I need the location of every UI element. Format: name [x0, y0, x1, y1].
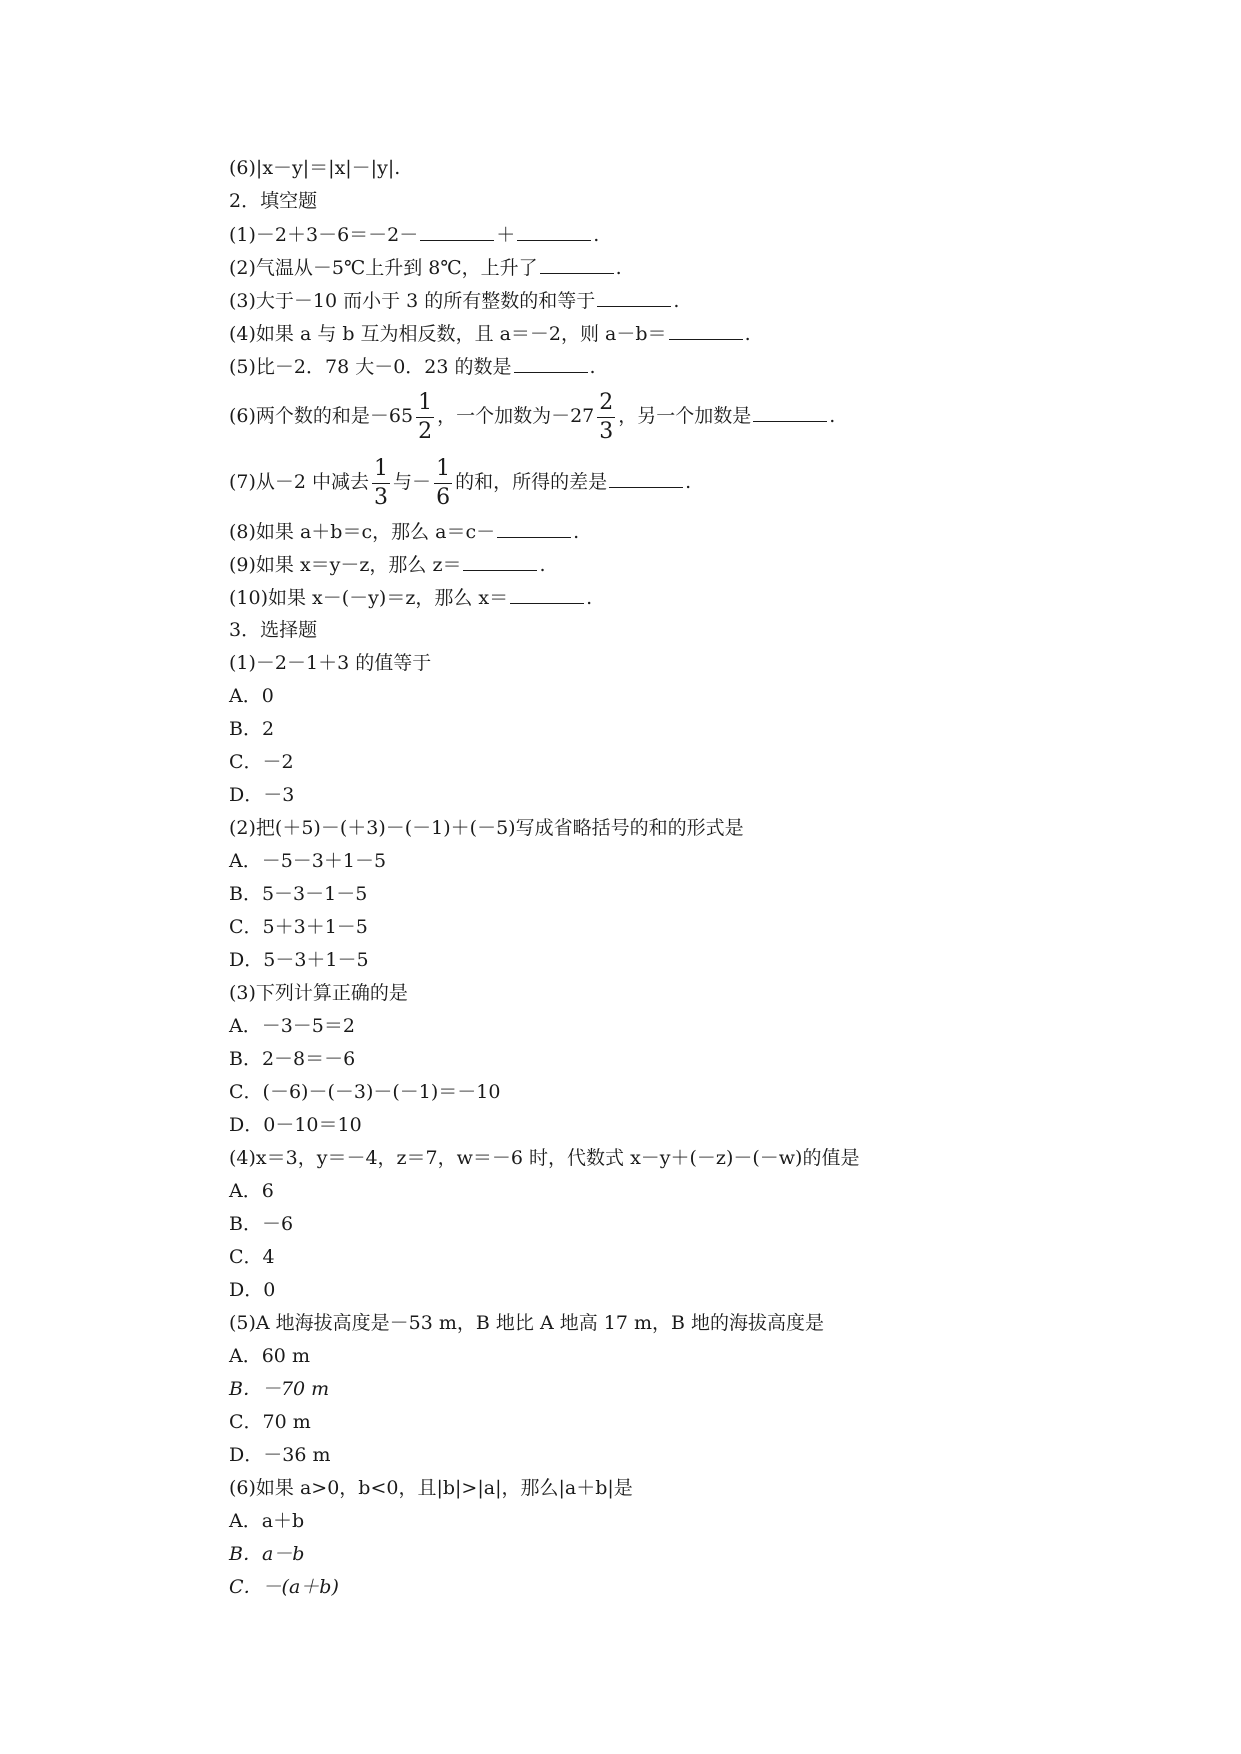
choice-option[interactable] — [229, 1241, 1129, 1274]
fraction — [597, 389, 615, 444]
fill-8 — [229, 515, 1129, 548]
choice-option[interactable] — [229, 713, 1129, 746]
line-text: C．(－6)－(－3)－(－1)＝－10 — [229, 1081, 501, 1103]
choice-option[interactable] — [229, 1175, 1129, 1208]
choice-option[interactable] — [229, 680, 1129, 713]
fraction — [434, 455, 452, 510]
line-text: 2．填空题 — [229, 190, 318, 212]
fill-10 — [229, 581, 1129, 614]
choice-question-3 — [229, 977, 1129, 1010]
fraction — [416, 389, 434, 444]
line-text: C．－2 — [229, 751, 294, 773]
fraction-numerator: 2 — [597, 392, 615, 418]
fraction-denominator: 6 — [436, 484, 451, 510]
line-text: (1)－2＋3－6＝－2－ — [229, 224, 419, 246]
line-text: D．0 — [229, 1279, 276, 1301]
line-text: C．5＋3＋1－5 — [229, 916, 368, 938]
line-text: (5)比－2．78 大－0．23 的数是 — [229, 356, 512, 378]
line-text: B．－70 m — [229, 1378, 330, 1400]
line-text: A．0 — [229, 685, 274, 707]
line-text: 3．选择题 — [229, 619, 318, 641]
answer-blank[interactable] — [510, 581, 584, 604]
answer-blank[interactable] — [597, 284, 671, 307]
document-page — [229, 152, 1129, 1604]
answer-blank[interactable] — [463, 548, 537, 571]
line-text: (5)A 地海拔高度是－53 m，B 地比 A 地高 17 m，B 地的海拔高度是 — [229, 1312, 824, 1334]
line-text: ，另一个加数是 — [618, 405, 752, 427]
line-text: A．－5－3＋1－5 — [229, 850, 387, 872]
choice-option[interactable] — [229, 1571, 1129, 1604]
line-text: D．0－10＝10 — [229, 1114, 362, 1136]
line-text: . — [673, 290, 680, 312]
fraction — [372, 455, 390, 510]
answer-blank[interactable] — [540, 251, 614, 274]
line-text: ，一个加数为－27 — [437, 405, 595, 427]
choice-option[interactable] — [229, 1439, 1129, 1472]
line-text: . — [685, 471, 692, 493]
line-text: (4)如果 a 与 b 互为相反数，且 a＝－2，则 a－b＝ — [229, 323, 667, 345]
fill-3 — [229, 284, 1129, 317]
line-text: . — [589, 356, 596, 378]
choice-option[interactable] — [229, 1043, 1129, 1076]
line-text: ＋ — [496, 224, 516, 246]
fill-4 — [229, 317, 1129, 350]
line-text: (2)气温从－5℃上升到 8℃，上升了 — [229, 257, 538, 279]
choice-option[interactable] — [229, 944, 1129, 977]
line-text: . — [829, 405, 836, 427]
line-text: (3)下列计算正确的是 — [229, 982, 408, 1004]
line-text: . — [573, 521, 580, 543]
line-text: A．6 — [229, 1180, 274, 1202]
line-text: (9)如果 x＝y－z，那么 z＝ — [229, 554, 462, 576]
answer-blank[interactable] — [420, 218, 494, 241]
line-text: B．a－b — [229, 1543, 305, 1565]
line-text: (1)－2－1＋3 的值等于 — [229, 652, 432, 674]
line-text: (3)大于－10 而小于 3 的所有整数的和等于 — [229, 290, 596, 312]
line-text: A．－3－5＝2 — [229, 1015, 355, 1037]
question-1-6 — [229, 152, 1129, 185]
line-text: (6)两个数的和是－65 — [229, 405, 414, 427]
choice-option[interactable] — [229, 1406, 1129, 1439]
answer-blank[interactable] — [497, 515, 571, 538]
answer-blank[interactable] — [517, 218, 591, 241]
line-text: 的和，所得的差是 — [455, 471, 608, 493]
answer-blank[interactable] — [753, 399, 827, 422]
fraction-numerator: 1 — [416, 392, 434, 418]
line-text: . — [586, 587, 593, 609]
choice-option[interactable] — [229, 1109, 1129, 1142]
choice-option[interactable] — [229, 1373, 1129, 1406]
fraction-numerator: 1 — [372, 458, 390, 484]
choice-question-1 — [229, 647, 1129, 680]
line-text: C．4 — [229, 1246, 275, 1268]
fraction-denominator: 2 — [418, 418, 433, 444]
choice-option[interactable] — [229, 1076, 1129, 1109]
answer-blank[interactable] — [669, 317, 743, 340]
choice-option[interactable] — [229, 746, 1129, 779]
section-3-heading — [229, 614, 1129, 647]
line-text: (7)从－2 中减去 — [229, 471, 370, 493]
choice-option[interactable] — [229, 911, 1129, 944]
choice-question-5 — [229, 1307, 1129, 1340]
fraction-numerator: 1 — [434, 458, 452, 484]
section-2-heading — [229, 185, 1129, 218]
choice-option[interactable] — [229, 1010, 1129, 1043]
choice-option[interactable] — [229, 1274, 1129, 1307]
line-text: (6)|x－y|＝|x|－|y|. — [229, 157, 401, 179]
fill-5 — [229, 350, 1129, 383]
choice-option[interactable] — [229, 779, 1129, 812]
line-text: (6)如果 a>0，b<0，且|b|>|a|，那么|a＋b|是 — [229, 1477, 633, 1499]
answer-blank[interactable] — [609, 465, 683, 488]
choice-option[interactable] — [229, 1538, 1129, 1571]
line-text: C．－(a＋b) — [229, 1576, 339, 1598]
line-text: 与－ — [393, 471, 432, 493]
choice-option[interactable] — [229, 1208, 1129, 1241]
answer-blank[interactable] — [514, 350, 588, 373]
line-text: B．2 — [229, 718, 275, 740]
line-text: D．－3 — [229, 784, 295, 806]
line-text: (2)把(＋5)－(＋3)－(－1)＋(－5)写成省略括号的和的形式是 — [229, 817, 744, 839]
choice-question-2 — [229, 812, 1129, 845]
line-text: B．5－3－1－5 — [229, 883, 368, 905]
fill-6 — [229, 383, 1129, 449]
choice-option[interactable] — [229, 878, 1129, 911]
choice-option[interactable] — [229, 1340, 1129, 1373]
line-text: B．－6 — [229, 1213, 294, 1235]
line-text: C．70 m — [229, 1411, 311, 1433]
line-text: . — [615, 257, 622, 279]
fill-1 — [229, 218, 1129, 251]
fill-7 — [229, 449, 1129, 515]
line-text: . — [744, 323, 751, 345]
line-text: B．2－8＝－6 — [229, 1048, 356, 1070]
choice-option[interactable] — [229, 845, 1129, 878]
choice-question-4 — [229, 1142, 1129, 1175]
line-text: (4)x＝3，y＝－4，z＝7，w＝－6 时，代数式 x－y＋(－z)－(－w)的值是 — [229, 1147, 860, 1169]
fill-9 — [229, 548, 1129, 581]
fraction-denominator: 3 — [599, 418, 614, 444]
line-text: A．60 m — [229, 1345, 310, 1367]
fraction-denominator: 3 — [374, 484, 389, 510]
line-text: (10)如果 x－(－y)＝z，那么 x＝ — [229, 587, 509, 609]
choice-question-6 — [229, 1472, 1129, 1505]
line-text: D．－36 m — [229, 1444, 331, 1466]
line-text: . — [593, 224, 600, 246]
line-text: D．5－3＋1－5 — [229, 949, 369, 971]
choice-option[interactable] — [229, 1505, 1129, 1538]
line-text: (8)如果 a＋b＝c，那么 a＝c－ — [229, 521, 496, 543]
line-text: . — [539, 554, 546, 576]
fill-2 — [229, 251, 1129, 284]
line-text: A．a＋b — [229, 1510, 305, 1532]
